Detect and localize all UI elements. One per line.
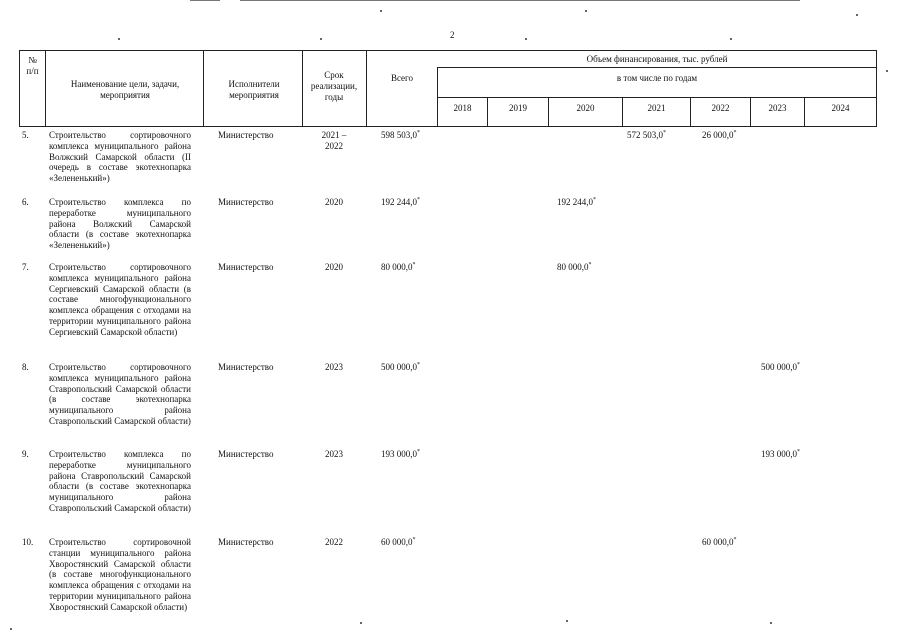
scan-speck bbox=[320, 38, 322, 40]
header-year: 2020 bbox=[576, 103, 595, 113]
total-amount bbox=[381, 537, 416, 548]
year-value: 572 503,0 bbox=[627, 130, 663, 140]
year-amount-2020 bbox=[557, 197, 596, 208]
footnote-mark: * bbox=[412, 537, 416, 543]
footnote-mark: * bbox=[663, 130, 666, 136]
header-year: 2018 bbox=[453, 103, 472, 113]
row-number: 9. bbox=[22, 449, 29, 459]
header-year: 2024 bbox=[831, 103, 850, 113]
total-value: 500 000,0 bbox=[381, 362, 417, 372]
footnote-mark: * bbox=[588, 262, 592, 268]
year-value: 26 000,0 bbox=[702, 130, 734, 140]
footnote-mark: * bbox=[412, 262, 416, 268]
executor: Министерство bbox=[218, 197, 274, 207]
header-year: 2019 bbox=[509, 103, 527, 113]
total-amount bbox=[381, 197, 420, 208]
footnote-mark: * bbox=[417, 197, 420, 203]
executor: Министерство bbox=[218, 262, 274, 272]
total-value: 598 503,0 bbox=[381, 130, 417, 140]
footnote-mark: * bbox=[733, 130, 737, 136]
header-executors: Исполнители мероприятия bbox=[228, 79, 280, 100]
row-number: 6. bbox=[22, 197, 29, 207]
footnote-mark: * bbox=[797, 449, 800, 455]
scan-speck bbox=[856, 14, 858, 16]
scan-speck bbox=[360, 622, 362, 624]
year-amount-2023 bbox=[761, 449, 800, 460]
year-value: 500 000,0 bbox=[761, 362, 797, 372]
year-value: 60 000,0 bbox=[702, 537, 734, 547]
total-amount bbox=[381, 262, 416, 273]
year-amount-2021 bbox=[627, 130, 666, 141]
executor: Министерство bbox=[218, 130, 274, 140]
header-by-years: в том числе по годам bbox=[616, 73, 698, 83]
year-amount-2020 bbox=[557, 262, 592, 273]
term: 2023 bbox=[325, 362, 343, 372]
year-value: 80 000,0 bbox=[557, 262, 589, 272]
total-value: 60 000,0 bbox=[381, 537, 413, 547]
footnote-mark: * bbox=[733, 537, 737, 543]
term: 2022 bbox=[325, 537, 343, 547]
header-year: 2022 bbox=[711, 103, 730, 113]
scan-speck bbox=[525, 38, 527, 40]
term: 2021 – 2022 bbox=[321, 130, 347, 151]
task-name: Строительство сортировочного комплекса муниципального района Волжский Самарской области (II очередь в составе экотехнопарка «Зелененький») bbox=[49, 130, 191, 184]
header-total: Всего bbox=[390, 73, 414, 83]
row-number: 5. bbox=[22, 130, 29, 140]
row-number: 7. bbox=[22, 262, 29, 272]
total-value: 192 244,0 bbox=[381, 197, 417, 207]
footnote-mark: * bbox=[797, 362, 800, 368]
task-name: Строительство сортировочного комплекса муниципального района Ставропольский Самарской области (в составе экотехнопарка муниципального района Ставропольский Самарской области) bbox=[49, 362, 191, 426]
header-name: Наименование цели, задачи, мероприятия bbox=[70, 79, 180, 100]
scan-speck bbox=[585, 10, 587, 12]
total-amount bbox=[381, 130, 420, 141]
header-funding: Объем финансирования, тыс. рублей bbox=[586, 54, 728, 64]
header-term: Срок реализации, годы bbox=[310, 70, 358, 102]
footnote-mark: * bbox=[417, 449, 420, 455]
task-name: Строительство комплекса по переработке муниципального района Ставропольский Самарской области (в составе экотехнопарка муниципального района Ставропольский Самарской области) bbox=[49, 449, 191, 513]
scan-edge-line bbox=[240, 0, 800, 1]
row-number: 8. bbox=[22, 362, 29, 372]
total-value: 193 000,0 bbox=[381, 449, 417, 459]
year-value: 193 000,0 bbox=[761, 449, 797, 459]
scan-speck bbox=[886, 70, 888, 72]
scan-speck bbox=[770, 622, 772, 624]
header-year: 2023 bbox=[768, 103, 787, 113]
footnote-mark: * bbox=[417, 362, 420, 368]
header-year: 2021 bbox=[647, 103, 666, 113]
total-amount bbox=[381, 362, 420, 373]
scan-edge-line bbox=[190, 0, 220, 1]
scan-speck bbox=[730, 38, 732, 40]
total-value: 80 000,0 bbox=[381, 262, 413, 272]
executor: Министерство bbox=[218, 537, 274, 547]
year-value: 192 244,0 bbox=[557, 197, 593, 207]
executor: Министерство bbox=[218, 362, 274, 372]
executor: Министерство bbox=[218, 449, 274, 459]
term: 2023 bbox=[325, 449, 343, 459]
task-name: Строительство сортировочной станции муниципального района Хворостянский Самарской области (в составе многофункционального комплекса обращения с отходами на территории муниципального района Хворостянский Самарской области) bbox=[49, 537, 191, 612]
footnote-mark: * bbox=[593, 197, 596, 203]
scan-speck bbox=[380, 10, 382, 12]
year-amount-2023 bbox=[761, 362, 800, 373]
scan-speck bbox=[566, 620, 568, 622]
task-name: Строительство сортировочного комплекса муниципального района Сергиевский Самарской области (в составе многофункционального комплекса обращения с отходами на территории муниципального района Сергиевский Самарской области) bbox=[49, 262, 191, 337]
term: 2020 bbox=[325, 197, 343, 207]
year-amount-2022 bbox=[702, 130, 737, 141]
term: 2020 bbox=[325, 262, 343, 272]
header-num: № п/п bbox=[26, 55, 39, 76]
total-amount bbox=[381, 449, 420, 460]
scan-speck bbox=[118, 38, 120, 40]
year-amount-2022 bbox=[702, 537, 737, 548]
page-number: 2 bbox=[450, 30, 455, 40]
footnote-mark: * bbox=[417, 130, 420, 136]
scan-speck bbox=[10, 628, 12, 630]
task-name: Строительство комплекса по переработке муниципального района Волжский Самарской области (в составе экотехнопарка «Зелененький») bbox=[49, 197, 191, 251]
row-number: 10. bbox=[22, 537, 34, 547]
